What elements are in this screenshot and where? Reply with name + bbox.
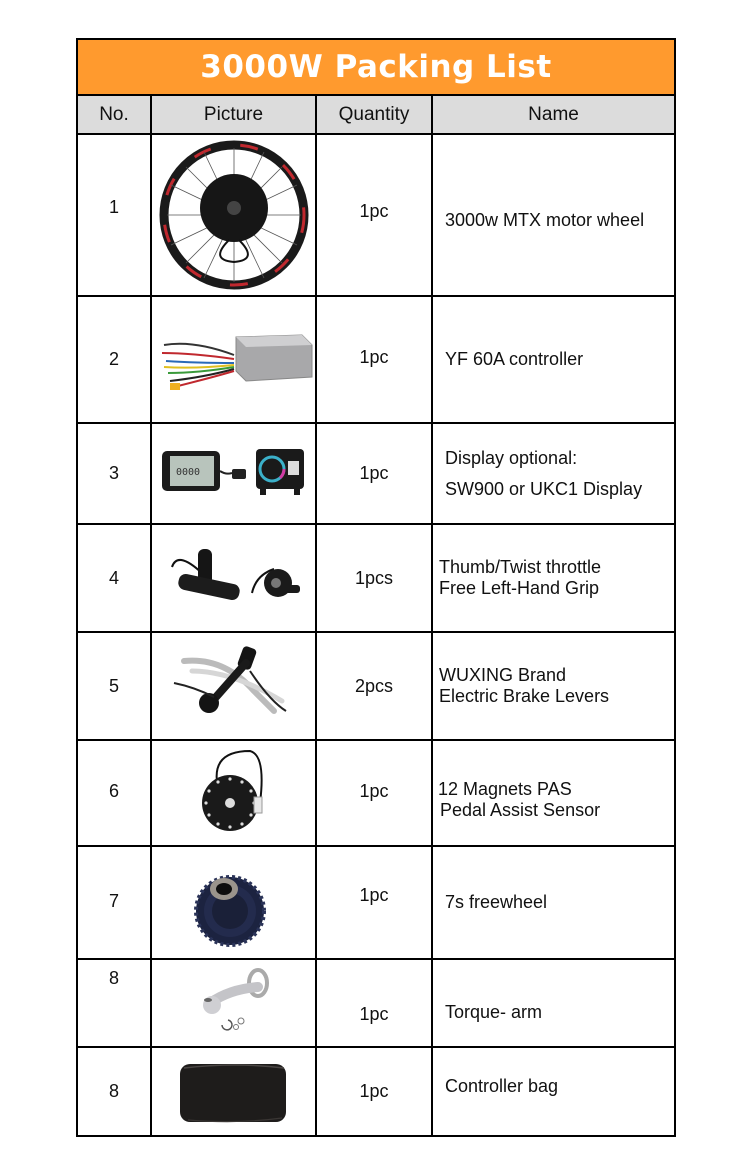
motor-wheel-image [152, 135, 317, 295]
row-number: 3 [78, 424, 152, 523]
quantity: 1pc [317, 960, 433, 1046]
torque-arm-image [152, 960, 317, 1046]
item-name [433, 960, 674, 1046]
item-name [433, 525, 674, 631]
quantity: 1pc [317, 297, 433, 422]
item-name-line: SW900 or UKC1 Display [445, 478, 643, 499]
row-number: 1 [78, 135, 152, 295]
column-header-no: No. [78, 96, 152, 133]
item-name [433, 847, 674, 958]
item-name-line: Torque- arm [445, 1002, 543, 1022]
column-header-name: Name [528, 103, 579, 125]
freewheel-image [152, 847, 317, 958]
row-number: 5 [78, 633, 152, 739]
quantity: 1pc [317, 847, 433, 958]
quantity: 1pc [317, 424, 433, 523]
item-name-line: Free Left-Hand Grip [439, 578, 600, 598]
table-row [78, 297, 674, 424]
svg-text:0000: 0000 [175, 466, 200, 478]
row-number: 4 [78, 525, 152, 631]
item-name [433, 741, 674, 845]
item-name [433, 424, 674, 523]
column-header-quantity: Quantity [317, 96, 433, 133]
controller-bag-image [152, 1048, 317, 1135]
controller-image [152, 297, 317, 422]
item-name-line: 7s freewheel [445, 892, 548, 913]
table-header-row [78, 96, 674, 135]
item-name-line: Thumb/Twist throttle [439, 557, 602, 578]
table-row [78, 847, 674, 960]
row-number: 2 [78, 297, 152, 422]
item-name-line: 12 Magnets PAS [438, 779, 572, 799]
display-image [152, 424, 317, 523]
item-name-line: YF 60A controller [445, 349, 584, 370]
table-row [78, 1048, 674, 1135]
item-name-line: 3000w MTX motor wheel [445, 209, 645, 230]
table-row [78, 525, 674, 633]
packing-list-table [76, 38, 676, 1137]
quantity: 1pc [317, 1048, 433, 1135]
throttle-image [152, 525, 317, 631]
table-row [78, 960, 674, 1048]
row-number: 6 [78, 741, 152, 845]
quantity: 1pc [317, 741, 433, 845]
table-row [78, 135, 674, 297]
pas-sensor-image [152, 741, 317, 845]
table-title: 3000W Packing List [78, 40, 674, 96]
quantity: 1pcs [317, 525, 433, 631]
item-name-line: Controller bag [445, 1076, 559, 1096]
table-row [78, 424, 674, 525]
item-name [433, 1048, 674, 1135]
table-row [78, 633, 674, 741]
quantity: 1pc [317, 135, 433, 295]
quantity: 2pcs [317, 633, 433, 739]
item-name [433, 297, 674, 422]
column-header-picture: Picture [152, 96, 317, 133]
item-name-line: WUXING Brand [439, 665, 567, 686]
item-name-line: Electric Brake Levers [439, 686, 610, 706]
item-name-line: Display optional: [445, 447, 578, 468]
item-name [433, 633, 674, 739]
table-row [78, 741, 674, 847]
row-number: 8 [78, 960, 152, 1046]
row-number: 7 [78, 847, 152, 958]
brake-lever-image [152, 633, 317, 739]
item-name [433, 135, 674, 295]
row-number: 8 [78, 1048, 152, 1135]
item-name-line: Pedal Assist Sensor [440, 799, 601, 820]
